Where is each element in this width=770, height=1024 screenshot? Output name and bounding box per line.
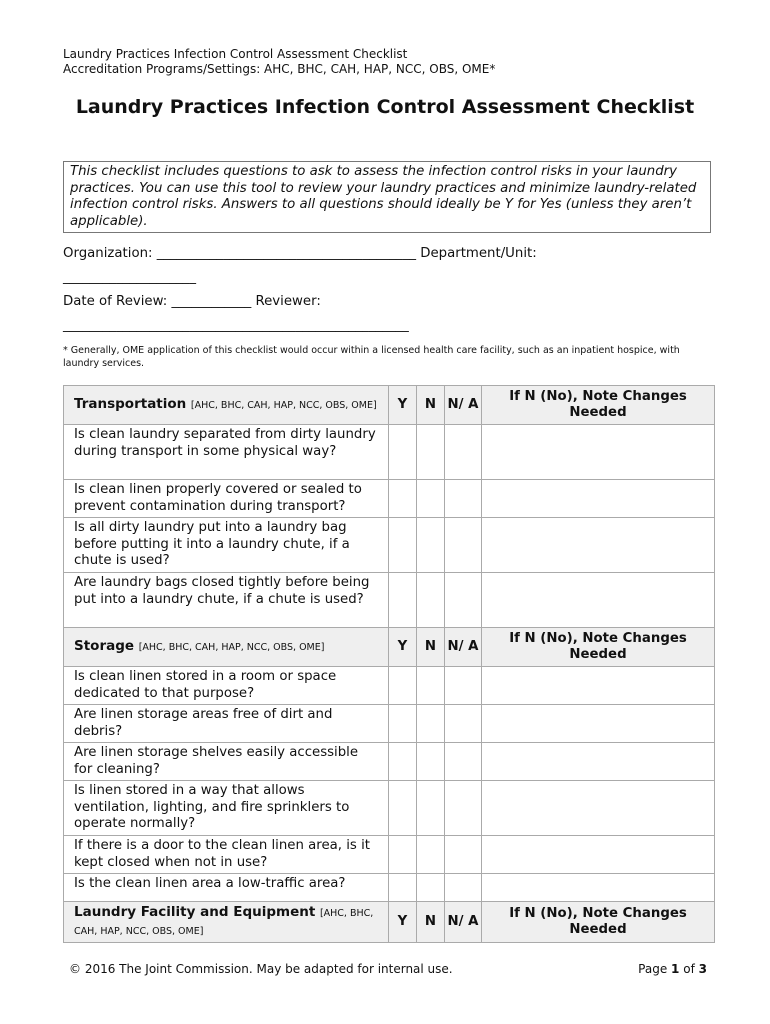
- question-row: [64, 781, 715, 836]
- answer-yes-cell[interactable]: [389, 743, 417, 781]
- answer-no-cell[interactable]: [417, 573, 445, 628]
- column-header-notes: If N (No), Note Changes Needed: [482, 628, 715, 667]
- column-header-na: N/ A: [445, 902, 482, 943]
- notes-cell[interactable]: [482, 874, 715, 902]
- answer-yes-cell[interactable]: [389, 836, 417, 874]
- question-row: [64, 425, 715, 480]
- answer-yes-cell[interactable]: [389, 874, 417, 902]
- column-header-y: Y: [389, 386, 417, 425]
- answer-na-cell[interactable]: [445, 836, 482, 874]
- answer-yes-cell[interactable]: [389, 781, 417, 836]
- answer-no-cell[interactable]: [417, 705, 445, 743]
- column-header-notes: If N (No), Note Changes Needed: [482, 902, 715, 943]
- page-sep: of: [683, 962, 695, 976]
- answer-yes-cell[interactable]: [389, 573, 417, 628]
- question-text: Is linen stored in a way that allows ventilation, lighting, and fire sprinklers to operate normally?: [64, 781, 389, 836]
- answer-no-cell[interactable]: [417, 836, 445, 874]
- notes-cell[interactable]: [482, 705, 715, 743]
- answer-na-cell[interactable]: [445, 705, 482, 743]
- section-name: Laundry Facility and Equipment: [74, 904, 316, 920]
- date-of-review-field[interactable]: Date of Review: ____________ Reviewer:: [63, 294, 321, 309]
- notes-cell[interactable]: [482, 425, 715, 480]
- notes-cell[interactable]: [482, 667, 715, 705]
- question-row: [64, 667, 715, 705]
- section-settings-tag: [AHC, BHC, CAH, HAP, NCC, OBS, OME]: [138, 641, 325, 653]
- section-header-row: [64, 902, 715, 943]
- checklist-table: [63, 385, 715, 943]
- answer-yes-cell[interactable]: [389, 518, 417, 573]
- question-row: [64, 705, 715, 743]
- section-title-cell: [64, 628, 389, 667]
- notes-cell[interactable]: [482, 836, 715, 874]
- answer-no-cell[interactable]: [417, 874, 445, 902]
- answer-na-cell[interactable]: [445, 573, 482, 628]
- section-name: Storage: [74, 637, 135, 654]
- notes-cell[interactable]: [482, 573, 715, 628]
- header-line-2: Accreditation Programs/Settings: AHC, BHC, CAH, HAP, NCC, OBS, OME*: [63, 62, 496, 76]
- answer-yes-cell[interactable]: [389, 705, 417, 743]
- question-text: Is clean laundry separated from dirty laundry during transport in some physical way?: [64, 425, 389, 480]
- section-settings-tag: [AHC, BHC, CAH, HAP, NCC, OBS, OME]: [74, 908, 374, 937]
- notes-cell[interactable]: [482, 480, 715, 518]
- page-number: [638, 962, 707, 976]
- section-settings-tag: [AHC, BHC, CAH, HAP, NCC, OBS, OME]: [190, 399, 377, 411]
- notes-cell[interactable]: [482, 781, 715, 836]
- footnote: * Generally, OME application of this checklist would occur within a licensed health care facility, such as an inpatient hospice, with laundry services.: [63, 345, 680, 369]
- section-header-row: [64, 628, 715, 667]
- answer-no-cell[interactable]: [417, 781, 445, 836]
- question-text: If there is a door to the clean linen area, is it kept closed when not in use?: [64, 836, 389, 874]
- column-header-notes: If N (No), Note Changes Needed: [482, 386, 715, 425]
- section-title-cell: [64, 902, 389, 943]
- question-row: [64, 518, 715, 573]
- question-row: [64, 743, 715, 781]
- answer-na-cell[interactable]: [445, 781, 482, 836]
- question-row: [64, 836, 715, 874]
- notes-cell[interactable]: [482, 518, 715, 573]
- organization-field[interactable]: Organization: _______________________________________ Department/Unit:: [63, 246, 537, 261]
- answer-na-cell[interactable]: [445, 518, 482, 573]
- question-text: Is clean linen stored in a room or space dedicated to that purpose?: [64, 667, 389, 705]
- page-prefix: Page: [638, 962, 668, 976]
- running-header: [63, 47, 495, 77]
- question-text: Is clean linen properly covered or sealed to prevent contamination during transport?: [64, 480, 389, 518]
- page-current: 1: [671, 962, 680, 976]
- question-row: [64, 573, 715, 628]
- answer-na-cell[interactable]: [445, 874, 482, 902]
- page-total: 3: [698, 962, 707, 976]
- answer-no-cell[interactable]: [417, 667, 445, 705]
- reviewer-line[interactable]: ____________________________________________________: [63, 318, 409, 333]
- column-header-y: Y: [389, 902, 417, 943]
- answer-na-cell[interactable]: [445, 425, 482, 480]
- column-header-n: N: [417, 386, 445, 425]
- header-line-1: Laundry Practices Infection Control Assessment Checklist: [63, 47, 408, 61]
- question-text: Are laundry bags closed tightly before being put into a laundry chute, if a chute is used?: [64, 573, 389, 628]
- section-title-cell: [64, 386, 389, 425]
- answer-no-cell[interactable]: [417, 425, 445, 480]
- section-header-row: [64, 386, 715, 425]
- department-line[interactable]: ____________________: [63, 270, 196, 285]
- answer-no-cell[interactable]: [417, 518, 445, 573]
- answer-no-cell[interactable]: [417, 480, 445, 518]
- answer-yes-cell[interactable]: [389, 667, 417, 705]
- answer-yes-cell[interactable]: [389, 425, 417, 480]
- question-text: Are linen storage shelves easily accessible for cleaning?: [64, 743, 389, 781]
- form-fields: [63, 246, 713, 342]
- column-header-n: N: [417, 628, 445, 667]
- column-header-na: N/ A: [445, 628, 482, 667]
- question-text: Is all dirty laundry put into a laundry bag before putting it into a laundry chute, if a chute is used?: [64, 518, 389, 573]
- answer-na-cell[interactable]: [445, 480, 482, 518]
- question-text: Is the clean linen area a low-traffic area?: [64, 874, 389, 902]
- question-row: [64, 874, 715, 902]
- answer-na-cell[interactable]: [445, 667, 482, 705]
- answer-yes-cell[interactable]: [389, 480, 417, 518]
- answer-na-cell[interactable]: [445, 743, 482, 781]
- copyright-footer: © 2016 The Joint Commission. May be adapted for internal use.: [69, 962, 453, 976]
- column-header-n: N: [417, 902, 445, 943]
- notes-cell[interactable]: [482, 743, 715, 781]
- question-row: [64, 480, 715, 518]
- section-name: Transportation: [74, 395, 187, 412]
- intro-box: This checklist includes questions to ask to assess the infection control risks in your laundry practices. You can use this tool to review your laundry practices and minimize laundry-related infection control risks. Answers to all questions should ideally be Y for Yes (unless they aren’t applicable).: [63, 161, 711, 233]
- column-header-y: Y: [389, 628, 417, 667]
- answer-no-cell[interactable]: [417, 743, 445, 781]
- question-text: Are linen storage areas free of dirt and debris?: [64, 705, 389, 743]
- column-header-na: N/ A: [445, 386, 482, 425]
- page-title: Laundry Practices Infection Control Assessment Checklist: [75, 96, 695, 118]
